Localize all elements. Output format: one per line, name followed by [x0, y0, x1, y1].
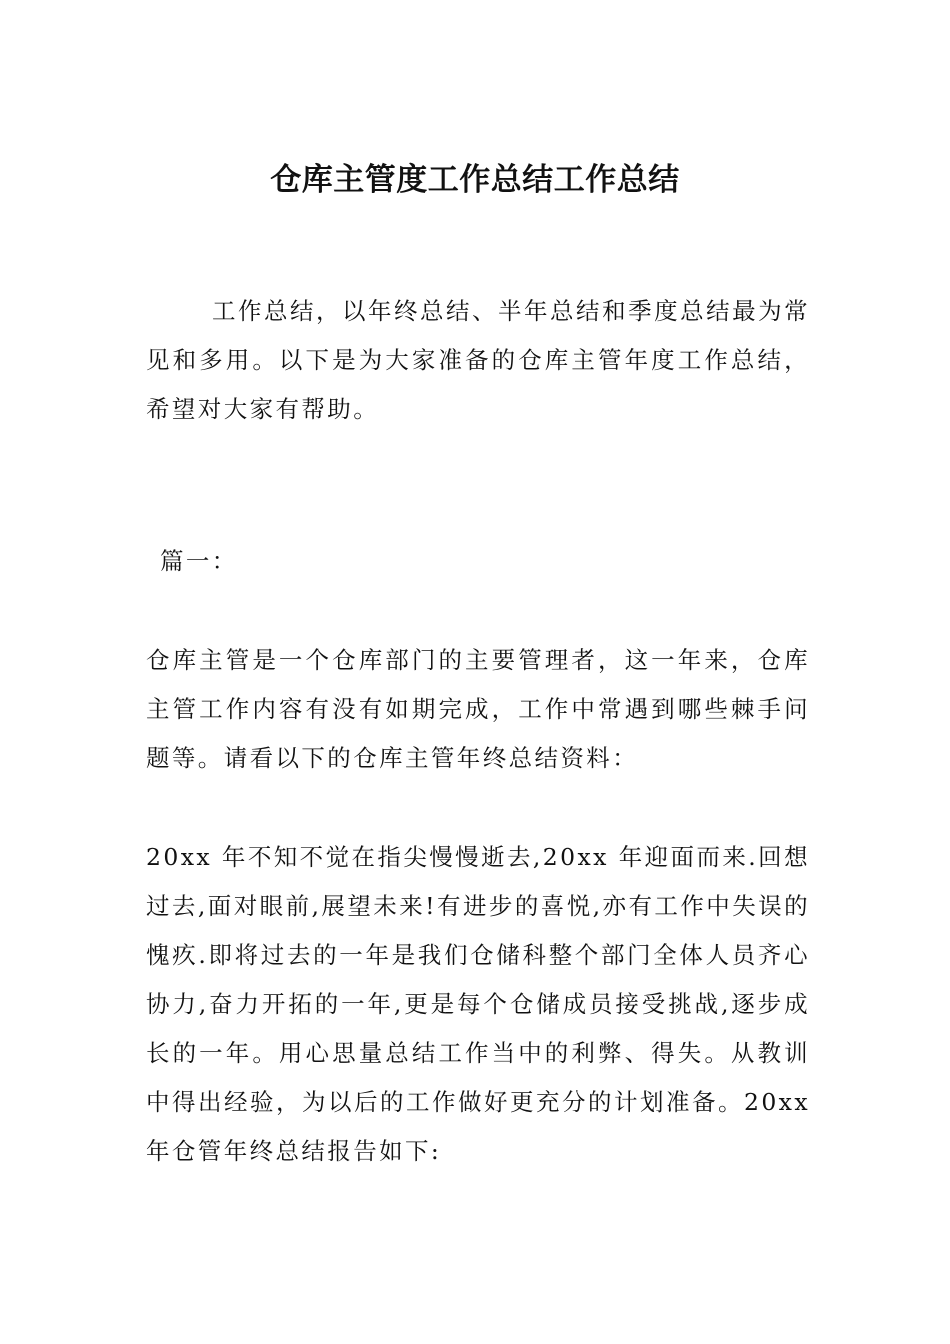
intro-paragraph: 工作总结，以年终总结、半年总结和季度总结最为常见和多用。以下是为大家准备的仓库主管年度工作总结，希望对大家有帮助。: [146, 297, 810, 423]
body-paragraph-2: 20xx 年不知不觉在指尖慢慢逝去,20xx 年迎面而来.回想过去,面对眼前,展望未来!有进步的喜悦,亦有工作中失误的愧疚.即将过去的一年是我们仓储科整个部门全体人员齐心协力,奋力开拓的一年,更是每个仓储成员接受挑战,逐步成长的一年。用心思量总结工作当中的利弊、得失。从教训中得出经验，为以后的工作做好更充分的计划准备。20xx 年仓管年终总结报告如下:: [146, 843, 810, 1165]
section-heading: 篇一：: [160, 547, 238, 575]
body-paragraph-1: 仓库主管是一个仓库部门的主要管理者，这一年来，仓库主管工作内容有没有如期完成，工作中常遇到哪些棘手问题等。请看以下的仓库主管年终总结资料：: [146, 646, 810, 772]
document-title: 仓库主管度工作总结工作总结: [270, 162, 680, 198]
